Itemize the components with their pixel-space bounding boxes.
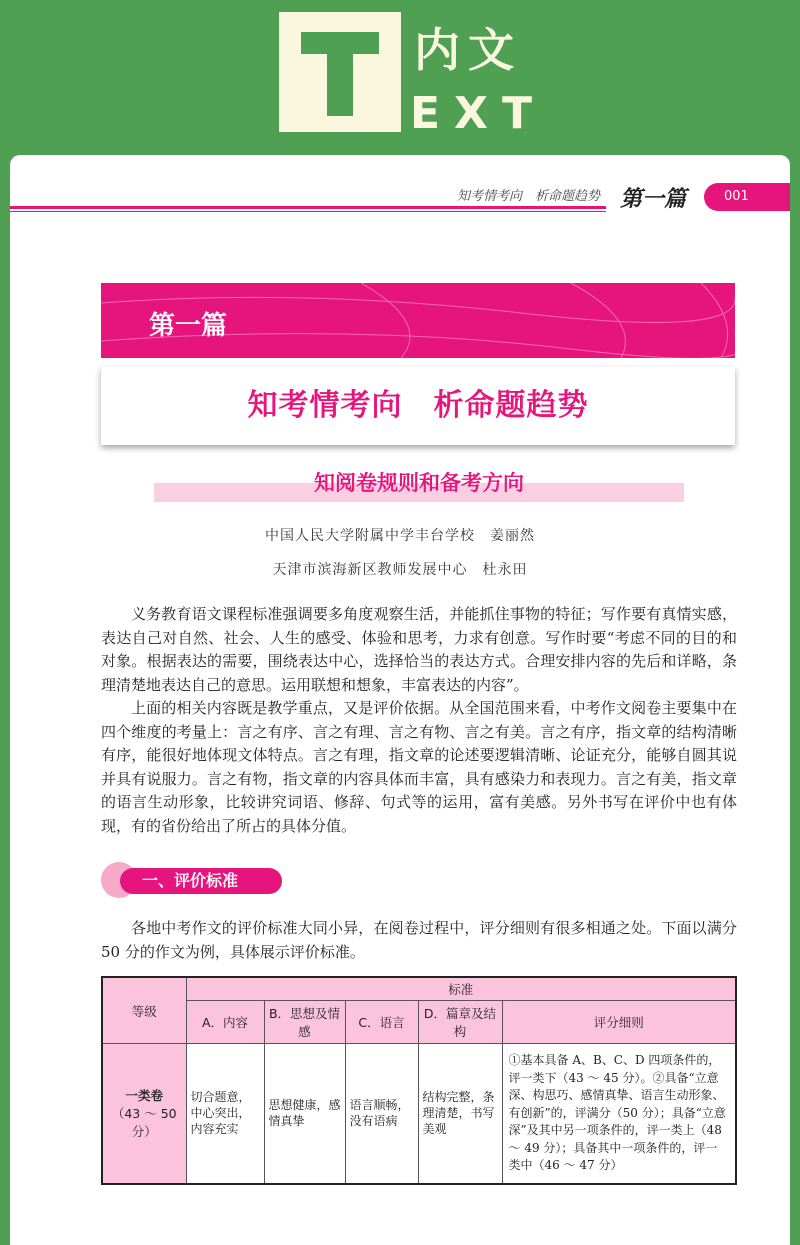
grade-name: 一类卷 (125, 1088, 163, 1104)
chapter-banner (101, 283, 735, 358)
content-cell: 切合题意，中心突出，内容充实 (186, 1044, 264, 1184)
running-header-chapter: 第一篇 (619, 186, 686, 212)
hero-english-label: EXT (410, 88, 546, 139)
structure-cell: 结构完整，条理清楚，书写美观 (418, 1044, 502, 1184)
header-standard: 标准 (186, 977, 736, 1001)
hero-chinese-label: 内文 (414, 23, 522, 77)
language-cell: 语言顺畅，没有语病 (345, 1044, 418, 1184)
grade-range: （43 ～ 50 分） (111, 1106, 177, 1140)
body-paragraph: 上面的相关内容既是教学重点，又是评价依据。从全国范围来看，中考作文阅卷主要集中在四个维度的考量上：言之有序、言之有理、言之有物、言之有美。言之有序，指文章的结构清晰有序，能很好地体现文体特点。言之有理，指文章的论述要逻辑清晰、论证充分，能够自圆其说并具有说服力。言之有物，指文章的内容具体而丰富，具有感染力和表现力。言之有美，指文章的语言生动形象，比较讲究词语、修辞、句式等的运用，富有美感。另外书写在评价中也有体现，有的省份给出了所占的具体分值。 (101, 699, 737, 835)
banner-title: 第一篇 (149, 311, 228, 341)
thought-cell: 思想健康，感情真挚 (264, 1044, 345, 1184)
header-rule (10, 206, 606, 209)
header-language: C．语言 (345, 1001, 418, 1044)
header-content: A．内容 (186, 1001, 264, 1044)
running-header-text: 知考情考向 析命题趋势 (456, 189, 600, 204)
header-detail: 评分细则 (502, 1001, 736, 1044)
page-number-badge: 001 (704, 183, 790, 211)
header-grade: 等级 (102, 977, 186, 1044)
body-paragraph: 各地中考作文的评价标准大同小异，在阅卷过程中，评分细则有很多相通之处。下面以满分 50 分的作文为例，具体展示评价标准。 (101, 919, 737, 961)
author-line: 天津市滨海新区教师发展中心 杜永田 (272, 562, 528, 578)
grading-table (101, 976, 737, 1185)
hero-letter-t-block (279, 12, 401, 132)
hero-letter-t-stem (327, 32, 353, 116)
body-paragraph: 义务教育语文课程标准强调要多角度观察生活，并能抓住事物的特征；写作要有真情实感，表达自己对自然、社会、人生的感受、体验和思考，力求有创意。写作时要“考虑不同的目的和对象。根据表达的需要，围绕表达中心，选择恰当的表达方式。合理安排内容的先后和详略，条理清楚地表达自己的意思。运用联想和想象，丰富表达的内容”。 (101, 605, 737, 694)
section-heading: 一、评价标准 (120, 868, 282, 894)
table-row (102, 1044, 736, 1184)
header-structure: D．篇章及结构 (418, 1001, 502, 1044)
detail-cell: ①基本具备 A、B、C、D 四项条件的，评一类下（43 ～ 45 分）。②具备“立意深、构思巧、感情真挚、语言生动形象、有创新”的，评满分（50 分）；具备“立意深”及其中另一项条件的，评一类上（48 ～ 49 分）；具备其中一项条件的，评一类中（46 ～ 47 分） (502, 1044, 736, 1184)
header-thought: B．思想及情感 (264, 1001, 345, 1044)
header-rule-thin (10, 211, 606, 212)
author-line: 中国人民大学附属中学丰台学校 姜丽然 (265, 528, 535, 544)
banner-subtitle: 知考情考向 析命题趋势 (101, 367, 735, 445)
grade-cell (102, 1044, 186, 1184)
book-page (10, 155, 790, 1245)
section-title: 知阅卷规则和备考方向 (314, 470, 524, 495)
